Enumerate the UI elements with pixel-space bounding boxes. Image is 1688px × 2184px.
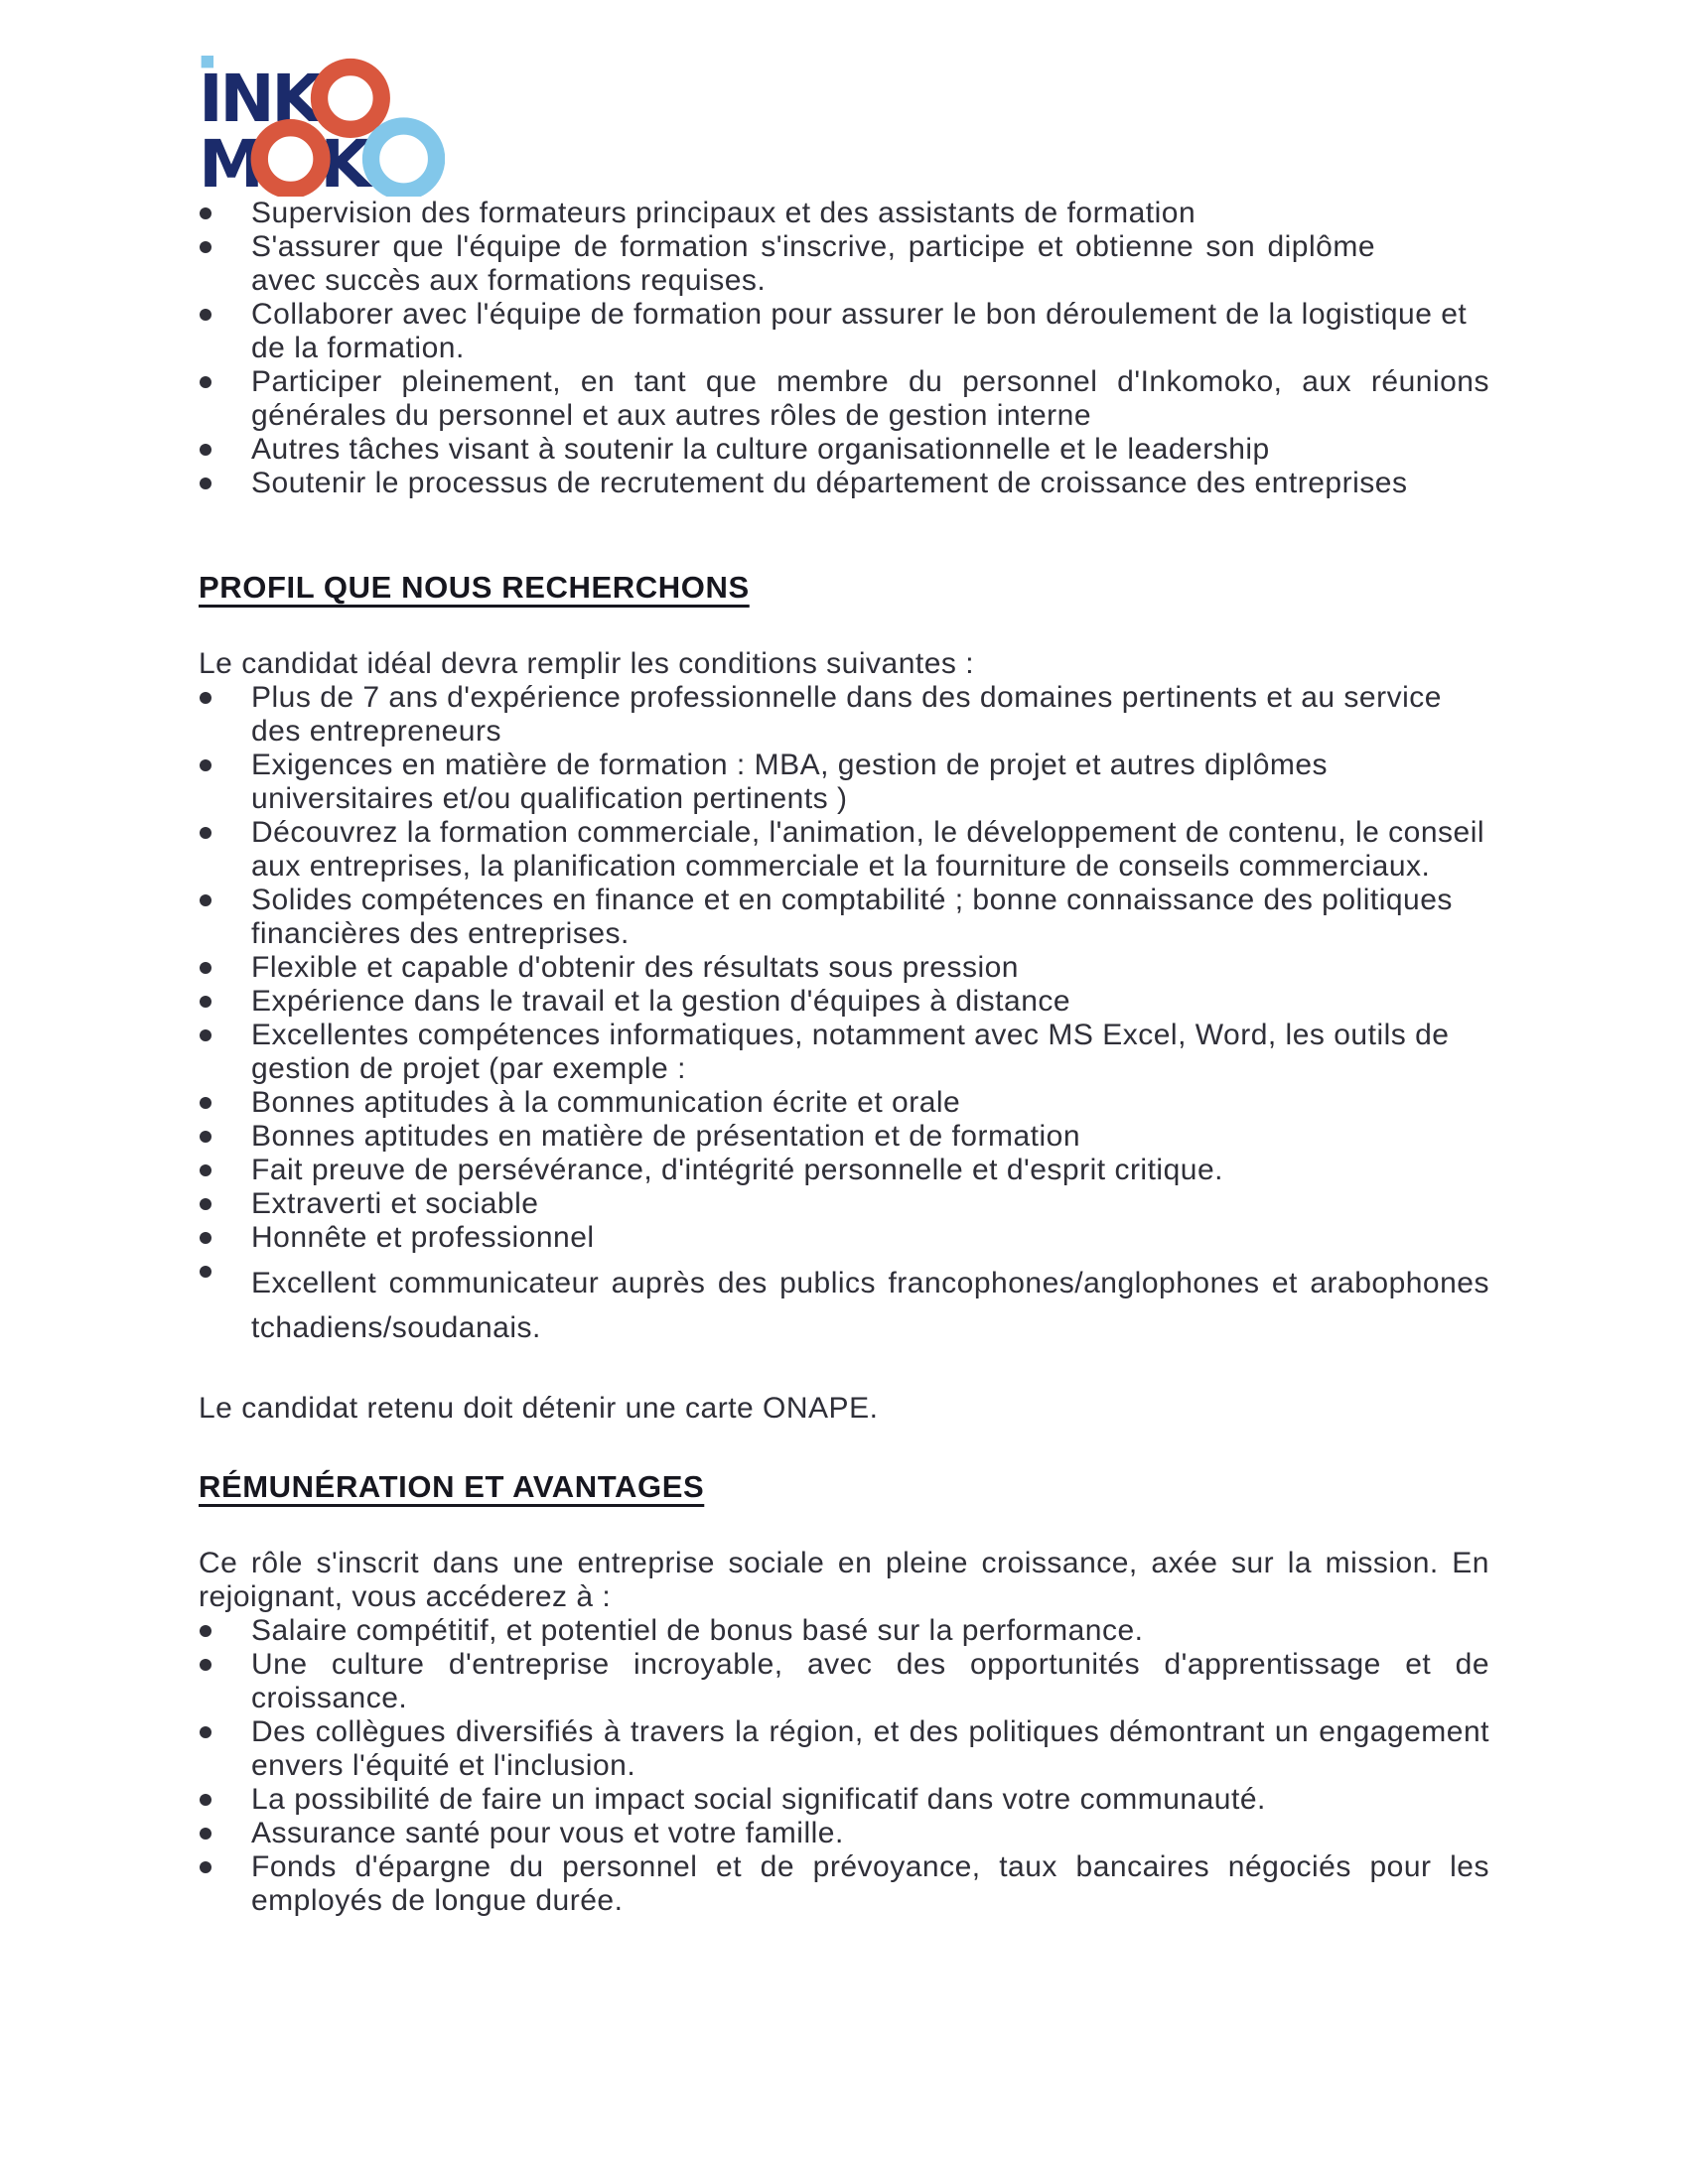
compensation-heading: RÉMUNÉRATION ET AVANTAGES: [199, 1469, 705, 1504]
bullet-icon: [200, 207, 211, 219]
list-item-text: Salaire compétitif, et potentiel de bonus basé sur la performance.: [251, 1614, 1144, 1647]
list-item-text: Excellentes compétences informatiques, notamment avec MS Excel, Word, les outils de gestion de projet (par exemple :: [251, 1019, 1450, 1085]
bullet-icon: [200, 1198, 211, 1210]
bullet-icon: [200, 1266, 211, 1278]
bullet-icon: [200, 1726, 211, 1738]
list-item-text: Collaborer avec l'équipe de formation pour assurer le bon déroulement de la logistique et de la formation.: [251, 298, 1468, 364]
list-item: [199, 433, 1489, 467]
bullet-icon: [200, 962, 211, 974]
logo-o-blue-icon: [371, 126, 437, 192]
logo-line1-letters: INK: [199, 61, 320, 138]
bullet-icon: [200, 1659, 211, 1671]
list-item: [199, 1850, 1489, 1918]
list-item: [199, 298, 1489, 365]
list-item-text: Fait preuve de persévérance, d'intégrité personnelle et d'esprit critique.: [251, 1154, 1223, 1186]
list-item: [199, 749, 1489, 816]
benefits-list: [199, 1614, 1489, 1918]
list-item: [199, 681, 1489, 749]
bullet-icon: [200, 309, 211, 321]
inkomoko-logo: [199, 56, 1489, 197]
list-item-text: Bonnes aptitudes à la communication écrite et orale: [251, 1086, 961, 1119]
bullet-icon: [200, 894, 211, 906]
list-item-text: Exigences en matière de formation : MBA, gestion de projet et autres diplômes universitaires et/ou qualification pertinents ): [251, 749, 1329, 815]
compensation-intro: Ce rôle s'inscrit dans une entreprise sociale en pleine croissance, axée sur la mission. En rejoignant, vous accéderez à :: [199, 1547, 1489, 1613]
bullet-icon: [200, 376, 211, 388]
list-item: [199, 1817, 1489, 1850]
list-item: [199, 1715, 1489, 1783]
list-item-text: Découvrez la formation commerciale, l'animation, le développement de contenu, le conseil aux entreprises, la planification commerciale et la fourniture de conseils commerciaux.: [251, 816, 1485, 883]
list-item: [199, 816, 1489, 884]
logo-o-orange-icon: [320, 68, 382, 130]
logo-line2-m: M: [199, 126, 261, 197]
bullet-icon: [200, 827, 211, 839]
list-item-text: Solides compétences en finance et en comptabilité ; bonne connaissance des politiques financières des entreprises.: [251, 884, 1453, 950]
logo-line2-k: K: [320, 126, 368, 197]
bullet-icon: [200, 1164, 211, 1176]
list-item-text: Fonds d'épargne du personnel et de prévoyance, taux bancaires négociés pour les employés de longue durée.: [251, 1850, 1489, 1917]
list-item-text: Soutenir le processus de recrutement du département de croissance des entreprises: [251, 467, 1408, 499]
bullet-icon: [200, 444, 211, 456]
list-item: [199, 197, 1489, 230]
list-item: [199, 1783, 1489, 1817]
list-item-text: Assurance santé pour vous et votre famille.: [251, 1817, 844, 1849]
inkomoko-logo-graphic: [199, 56, 445, 197]
list-item: [199, 1187, 1489, 1221]
bullet-icon: [200, 1828, 211, 1840]
bullet-icon: [200, 1794, 211, 1806]
onape-note: Le candidat retenu doit détenir une carte ONAPE.: [199, 1392, 879, 1425]
logo-o-orange2-icon: [259, 128, 322, 191]
list-item-text: Bonnes aptitudes en matière de présentation et de formation: [251, 1120, 1081, 1153]
list-item-text: Supervision des formateurs principaux et des assistants de formation: [251, 197, 1196, 229]
list-item: [199, 467, 1489, 500]
list-item: [199, 1154, 1489, 1187]
profile-list: [199, 681, 1489, 1350]
bullet-icon: [200, 478, 211, 489]
list-item-text: Une culture d'entreprise incroyable, avec des opportunités d'apprentissage et de croissance.: [251, 1648, 1489, 1714]
list-item-text: S'assurer que l'équipe de formation s'inscrive, participe et obtienne son diplôme avec succès aux formations requises.: [251, 230, 1375, 297]
list-item: [199, 1614, 1489, 1648]
list-item-text: Plus de 7 ans d'expérience professionnelle dans des domaines pertinents et au service des entrepreneurs: [251, 681, 1442, 748]
bullet-icon: [200, 996, 211, 1008]
list-item: [199, 951, 1489, 985]
list-item-text: Flexible et capable d'obtenir des résultats sous pression: [251, 951, 1019, 984]
list-item: [199, 884, 1489, 951]
list-item: [199, 1255, 1489, 1350]
list-item-text: Extraverti et sociable: [251, 1187, 539, 1220]
list-item: [199, 1120, 1489, 1154]
bullet-icon: [200, 1861, 211, 1873]
list-item-text: Expérience dans le travail et la gestion d'équipes à distance: [251, 985, 1071, 1018]
list-item-text: Des collègues diversifiés à travers la région, et des politiques démontrant un engagement envers l'équité et l'inclusion.: [251, 1715, 1489, 1782]
responsibilities-list: [199, 197, 1489, 500]
list-item: [199, 1648, 1489, 1715]
list-item: [199, 365, 1489, 433]
bullet-icon: [200, 759, 211, 771]
list-item-text: Participer pleinement, en tant que membre du personnel d'Inkomoko, aux réunions générales du personnel et aux autres rôles de gestion interne: [251, 365, 1489, 432]
bullet-icon: [200, 1029, 211, 1041]
list-item: [199, 1221, 1489, 1255]
list-item-text: Excellent communicateur auprès des publics francophones/anglophones et arabophones tchadiens/soudanais.: [251, 1267, 1489, 1344]
bullet-icon: [200, 1131, 211, 1143]
profile-intro: Le candidat idéal devra remplir les conditions suivantes :: [199, 647, 975, 680]
bullet-icon: [200, 692, 211, 704]
list-item: [199, 1086, 1489, 1120]
list-item: [199, 1019, 1489, 1086]
bullet-icon: [200, 1097, 211, 1109]
list-item: [199, 230, 1489, 298]
list-item-text: La possibilité de faire un impact social significatif dans votre communauté.: [251, 1783, 1266, 1816]
bullet-icon: [200, 241, 211, 253]
list-item: [199, 985, 1489, 1019]
profile-heading: PROFIL QUE NOUS RECHERCHONS: [199, 570, 750, 605]
list-item-text: Honnête et professionnel: [251, 1221, 595, 1254]
bullet-icon: [200, 1232, 211, 1244]
bullet-icon: [200, 1625, 211, 1637]
list-item-text: Autres tâches visant à soutenir la culture organisationnelle et le leadership: [251, 433, 1270, 466]
